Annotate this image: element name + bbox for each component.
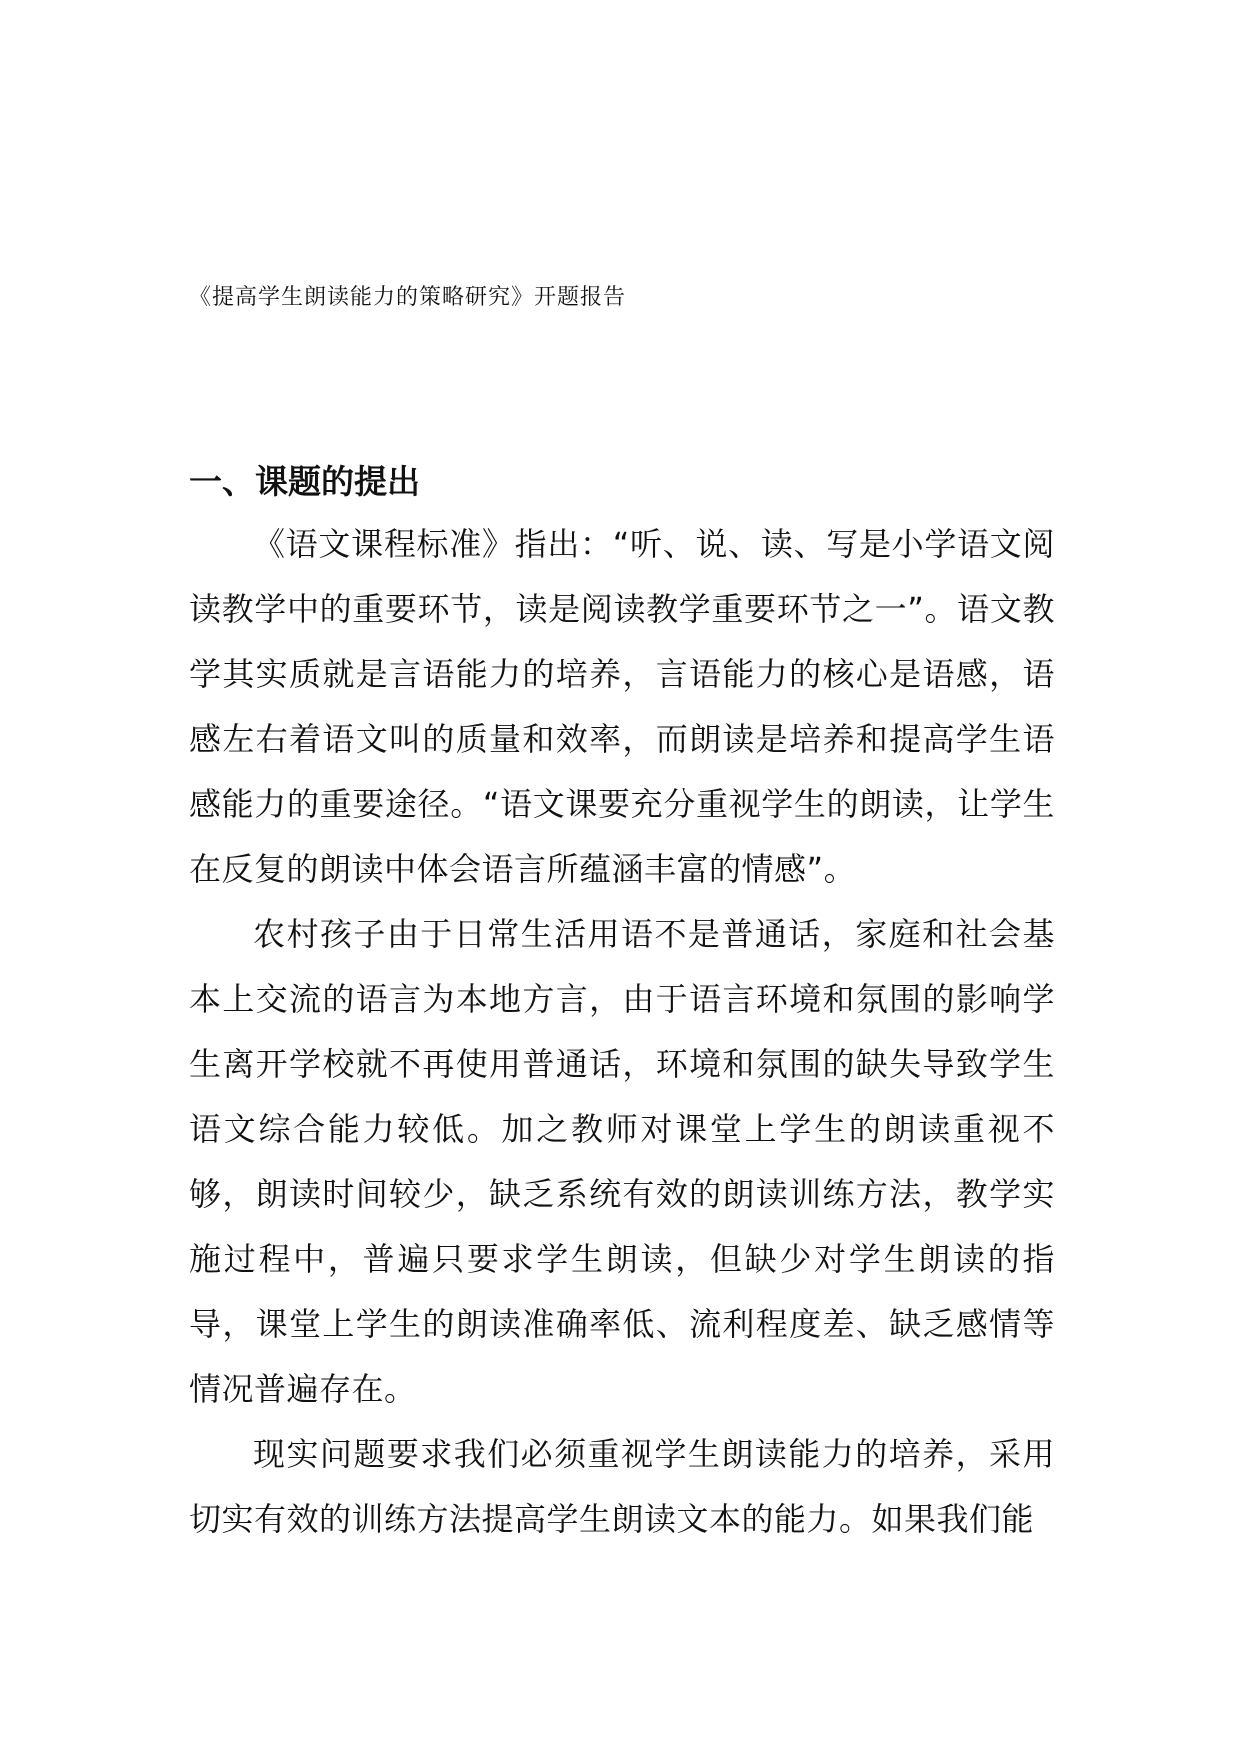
section-heading: 一、课题的提出 (189, 462, 420, 501)
paragraph-1: 《语文课程标准》指出：“听、说、读、写是小学语文阅读教学中的重要环节，读是阅读教学重要环节之一”。语文教学其实质就是言语能力的培养，言语能力的核心是语感，语感左右着语文叫的质量和效率，而朗读是培养和提高学生语感能力的重要途径。“语文课要充分重视学生的朗读，让学生在反复的朗读中体会语言所蕴涵丰富的情感”。 (189, 525, 1055, 888)
document-body (189, 452, 1055, 1552)
paragraph-3: 现实问题要求我们必须重视学生朗读能力的培养，采用切实有效的训练方法提高学生朗读文本的能力。如果我们能 (189, 1435, 1055, 1538)
document-title: 《提高学生朗读能力的策略研究》开题报告 (189, 285, 627, 310)
paragraph-2: 农村孩子由于日常生活用语不是普通话，家庭和社会基本上交流的语言为本地方言，由于语言环境和氛围的影响学生离开学校就不再使用普通话，环境和氛围的缺失导致学生语文综合能力较低。加之教师对课堂上学生的朗读重视不够，朗读时间较少，缺乏系统有效的朗读训练方法，教学实施过程中，普遍只要求学生朗读，但缺少对学生朗读的指导，课堂上学生的朗读准确率低、流利程度差、缺乏感情等情况普遍存在。 (189, 915, 1055, 1408)
